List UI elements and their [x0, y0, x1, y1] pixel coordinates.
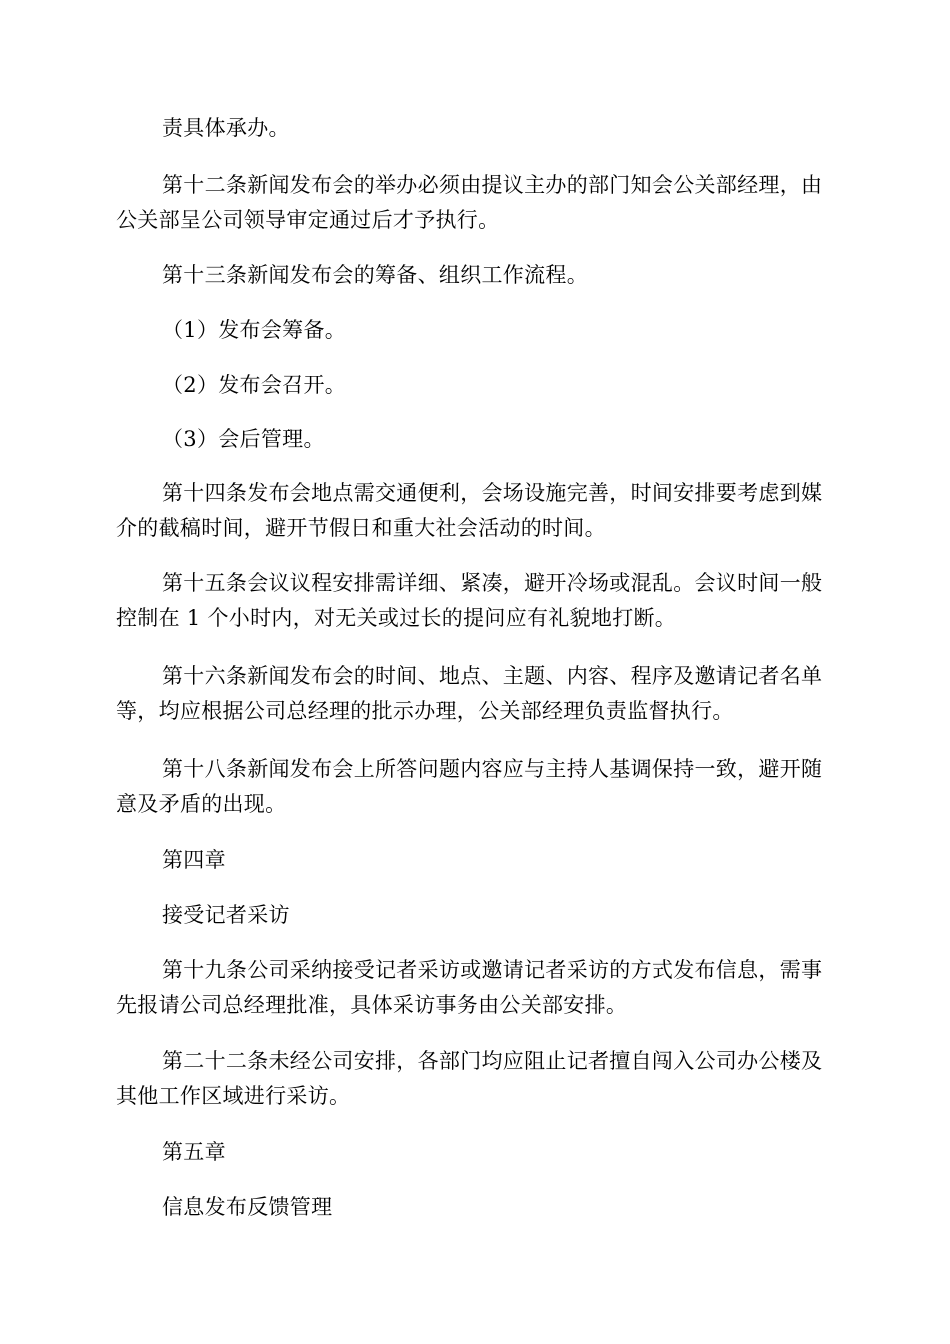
article-22: 第二十二条未经公司安排，各部门均应阻止记者擅自闯入公司办公楼及其他工作区域进行采访。	[116, 1049, 823, 1108]
article-15: 第十五条会议议程安排需详细、紧凑，避开冷场或混乱。会议时间一般控制在 1 个小时内，对无关或过长的提问应有礼貌地打断。	[116, 571, 823, 630]
list-item-3: （3）会后管理。	[162, 427, 325, 451]
chapter-5-title: 信息发布反馈管理	[162, 1195, 333, 1219]
chapter-4-title: 接受记者采访	[162, 903, 290, 927]
article-13: 第十三条新闻发布会的筹备、组织工作流程。	[162, 263, 588, 287]
article-16: 第十六条新闻发布会的时间、地点、主题、内容、程序及邀请记者名单等，均应根据公司总经理的批示办理，公关部经理负责监督执行。	[116, 664, 823, 723]
paragraph-continuation: 责具体承办。	[162, 116, 290, 140]
article-19: 第十九条公司采纳接受记者采访或邀请记者采访的方式发布信息，需事先报请公司总经理批准，具体采访事务由公关部安排。	[116, 958, 823, 1017]
chapter-4-heading: 第四章	[162, 848, 226, 872]
article-14: 第十四条发布会地点需交通便利，会场设施完善，时间安排要考虑到媒介的截稿时间，避开节假日和重大社会活动的时间。	[116, 481, 823, 540]
article-18: 第十八条新闻发布会上所答问题内容应与主持人基调保持一致，避开随意及矛盾的出现。	[116, 757, 823, 816]
list-item-1: （1）发布会筹备。	[162, 318, 347, 342]
chapter-5-heading: 第五章	[162, 1140, 226, 1164]
article-12: 第十二条新闻发布会的举办必须由提议主办的部门知会公关部经理，由公关部呈公司领导审定通过后才予执行。	[116, 173, 823, 232]
list-item-2: （2）发布会召开。	[162, 373, 347, 397]
